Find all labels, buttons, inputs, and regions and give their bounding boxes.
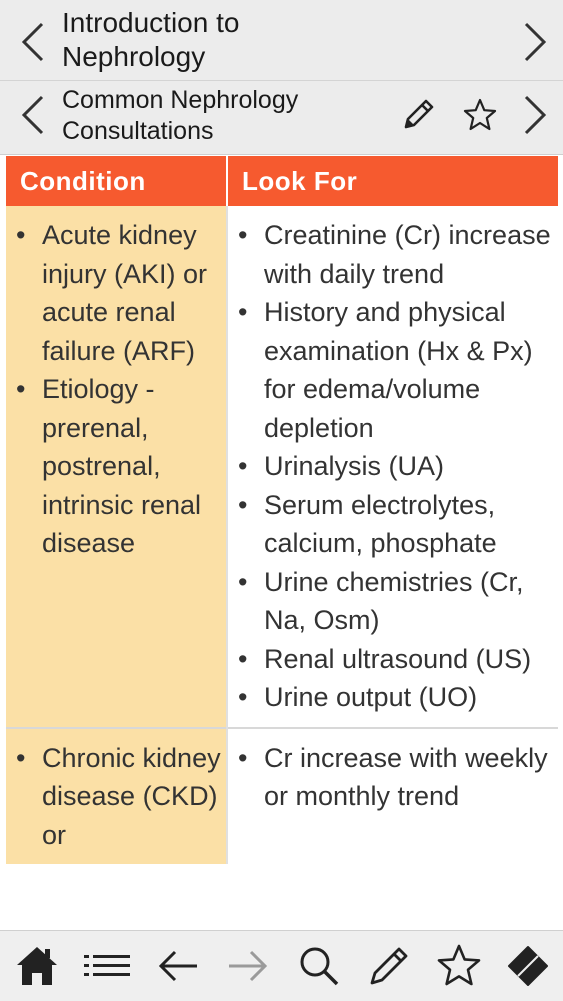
list-item: • Etiology - prerenal, postrenal, intrinsic renal disease [6, 370, 222, 563]
section-nav-bar [0, 81, 563, 155]
home-icon[interactable] [14, 943, 60, 989]
look-for-cell [227, 206, 558, 728]
condition-cell [6, 206, 227, 728]
list-item: • Urinalysis (UA) [228, 447, 554, 486]
list-item: • Acute kidney injury (AKI) or acute renal failure (ARF) [6, 216, 222, 370]
list-item: • Serum electrolytes, calcium, phosphate [228, 486, 554, 563]
chapter-prev-chevron-left-icon[interactable] [20, 22, 46, 62]
list-item: • Renal ultrasound (US) [228, 640, 554, 679]
table-row [6, 728, 558, 865]
table-row [6, 206, 558, 728]
condition-cell [6, 728, 227, 865]
chapter-nav-bar [0, 0, 563, 81]
chapter-title: Introduction to Nephrology [62, 7, 240, 72]
star-icon[interactable] [436, 943, 482, 989]
bottom-toolbar [0, 930, 563, 1001]
look-for-cell [227, 728, 558, 865]
list-item: • History and physical examination (Hx & Px) for edema/volume depletion [228, 293, 554, 447]
list-item: • Urine chemistries (Cr, Na, Osm) [228, 563, 554, 640]
consultation-table-container[interactable] [6, 156, 558, 928]
list-item: • Urine output (UO) [228, 678, 554, 717]
edit-note-pencil-icon[interactable] [400, 97, 436, 133]
pencil-icon[interactable] [366, 943, 412, 989]
list-icon[interactable] [82, 943, 128, 989]
consultation-table [6, 156, 558, 864]
list-item: • Chronic kidney disease (CKD) or [6, 739, 222, 855]
section-title: Common Nephrology Consultations [62, 86, 299, 145]
section-prev-chevron-left-icon[interactable] [20, 95, 46, 135]
section-next-chevron-right-icon[interactable] [522, 95, 548, 135]
forward-arrow-icon [225, 943, 271, 989]
search-icon[interactable] [296, 943, 342, 989]
eraser-icon[interactable] [505, 943, 551, 989]
chapter-next-chevron-right-icon[interactable] [522, 22, 548, 62]
back-arrow-icon[interactable] [155, 943, 201, 989]
header-condition: Condition [6, 156, 227, 206]
list-item: • Cr increase with weekly or monthly trend [228, 739, 554, 816]
list-item: • Creatinine (Cr) increase with daily trend [228, 216, 554, 293]
bookmark-star-icon[interactable] [462, 97, 498, 133]
header-look-for: Look For [227, 156, 558, 206]
